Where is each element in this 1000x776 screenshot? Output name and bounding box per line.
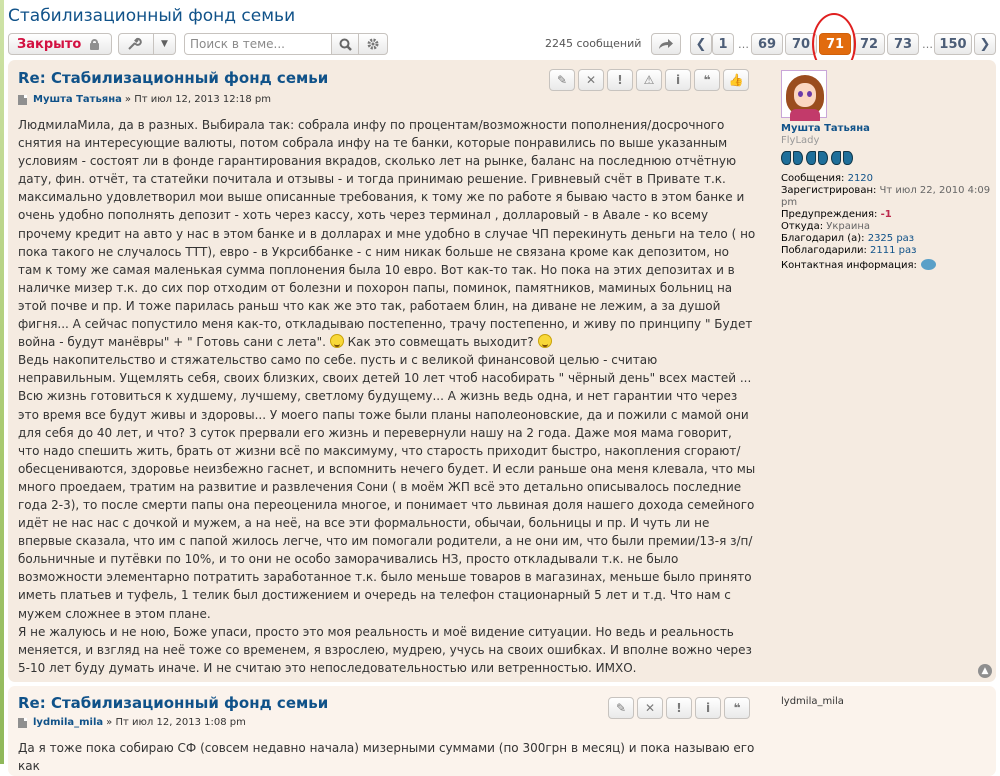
lock-icon xyxy=(89,39,99,49)
contact-bubble-icon[interactable] xyxy=(921,259,936,270)
wrench-icon xyxy=(127,37,141,51)
prev-page-button[interactable] xyxy=(690,33,712,55)
thumbs-up-icon: 👍 xyxy=(728,73,744,87)
chevron-up-icon: ▲ xyxy=(981,666,989,676)
butterfly-icon xyxy=(806,150,828,168)
smile-icon xyxy=(330,334,344,348)
page-link-69[interactable]: 69 xyxy=(751,33,783,55)
left-decoration-strip xyxy=(0,0,4,764)
rank-image xyxy=(781,150,991,168)
post-content xyxy=(18,116,756,677)
post-profile xyxy=(781,696,991,708)
page-title[interactable]: Стабилизационный фонд семьи xyxy=(8,6,296,26)
post-actions xyxy=(549,69,752,91)
page-link-150[interactable]: 150 xyxy=(934,33,972,55)
chevron-down-icon[interactable]: ▼ xyxy=(153,34,175,54)
post-date: » Пт июл 12, 2013 1:08 pm xyxy=(106,717,246,728)
profile-contact: Контактная информация: xyxy=(781,259,991,272)
pencil-icon: ✎ xyxy=(615,701,627,715)
next-page-button[interactable] xyxy=(974,33,996,55)
smile-icon xyxy=(538,334,552,348)
profile-thanks-received: Поблагодарили: 2111 раз xyxy=(781,245,917,256)
close-icon: ✕ xyxy=(644,701,656,715)
post xyxy=(8,60,996,682)
post-author[interactable]: Мушта Татьяна xyxy=(33,94,122,105)
post-author-line xyxy=(18,717,246,728)
post-paragraph: ЛюдмилаМила, да в разных. Выбирала так: собрала инфу по процентам/возможности пополнения/досрочного снятия на интересующие валюты, потом собрала инфу на те банки, которые понравились по выше указанным условиям - состоят ли в фонде гарантирования вкрадов, сколько лет на рынке, баланс на последнюю отчётную дату, фин. отчёт, та статейки почитала и отзывы - и тогда принимаю решение. Гривневый счёт в Привате т.к. максимально удовлетворил мои выше описанные требования, к тому же по работе я бываю часто в этом банке и очень удобно пополнять депозит - хоть через кассу, хоть через терминал , долларовый - в Авале - ко всему прочему кредит на авто у нас в этом банке и в долларах и мне удобно в случае ЧП перекинуть деньги на тело ( но пока такого не случалось ТТТ), евро - в Укрсиббанке - с ним никак больше не связана кроме как депозитом, но там к тому же самая маленькая сумма поплонения была 10 евро. Вот как-то так. Но пока на этих депозитах и в наличке мизер т.к. до сих пор отходим от болезни и похорон папы, поминок, памятников, маминых больниц на этой почве и пр. И тоже парилась раньш что как же это так, работаем блин, на диване не лежим, а за душой фигня... А сейчас попустило меня как-то, откладываю постепенно, трачу постепенно, и живу по принципу " Будет война - будут манёвры" + " Готовь сани с лета". xyxy=(18,118,756,350)
quote-button[interactable] xyxy=(724,697,750,719)
post-title[interactable]: Re: Стабилизационный фонд семьи xyxy=(18,694,329,712)
butterfly-icon xyxy=(831,150,853,168)
locked-label: Закрыто xyxy=(17,36,82,52)
post-title[interactable]: Re: Стабилизационный фонд семьи xyxy=(18,69,329,87)
topic-tools-button[interactable] xyxy=(118,33,176,55)
page-link-73[interactable]: 73 xyxy=(887,33,919,55)
post-actions xyxy=(608,697,753,719)
post xyxy=(8,686,996,776)
profile-thanked: Благодарил (а): 2325 раз xyxy=(781,233,915,244)
report-button[interactable] xyxy=(666,697,692,719)
butterfly-icon xyxy=(781,150,803,168)
back-to-top-button[interactable] xyxy=(978,664,992,678)
jump-to-page-button[interactable] xyxy=(651,33,681,55)
edit-button[interactable] xyxy=(608,697,634,719)
profile-name[interactable]: Мушта Татьяна xyxy=(781,123,870,134)
post-paragraph: Да я тоже пока собираю СФ (совсем недавно начала) мизерными суммами (по 300грн в месяц) и пока называю его как xyxy=(18,741,755,774)
post-profile xyxy=(781,70,991,272)
search-input[interactable] xyxy=(184,33,332,55)
close-icon: ✕ xyxy=(585,73,597,87)
info-button[interactable] xyxy=(665,69,691,91)
page-link-1[interactable]: 1 xyxy=(712,33,734,55)
profile-posts-link[interactable]: 2120 xyxy=(847,173,874,184)
profile-rank: FlyLady xyxy=(781,135,820,146)
quote-button[interactable] xyxy=(694,69,720,91)
delete-button[interactable] xyxy=(637,697,663,719)
search-icon xyxy=(339,38,352,51)
warn-button[interactable] xyxy=(636,69,662,91)
gear-icon xyxy=(367,38,379,50)
profile-registered: Зарегистрирован: Чт июл 22, 2010 4:09 pm xyxy=(781,185,991,208)
post-author[interactable]: lydmila_mila xyxy=(33,717,104,728)
post-count: 2245 сообщений xyxy=(545,37,642,50)
report-button[interactable] xyxy=(607,69,633,91)
quote-icon: ❝ xyxy=(703,73,711,87)
page-link-70[interactable]: 70 xyxy=(785,33,817,55)
delete-button[interactable] xyxy=(578,69,604,91)
search-button[interactable] xyxy=(331,33,359,55)
pagination-ellipsis: … xyxy=(922,38,933,51)
post-paragraph: Я не жалуюсь и не ною, Боже упаси, просто это моя реальность и моё видение ситуации. Но ведь и реальность меняется, и взгляд на неё тоже со временем, я взрослею, мудрею, учусь на своих ошибках. И вполне вожно через 5-10 лет буду думать иначе. И не считаю это непоследовательностью или ветренностью. ИМХО. xyxy=(18,624,752,675)
jump-arrow-icon xyxy=(658,38,674,50)
warning-icon: ⚠ xyxy=(643,73,655,87)
quote-icon: ❝ xyxy=(733,701,741,715)
post-date: » Пт июл 12, 2013 12:18 pm xyxy=(124,94,271,105)
post-link-icon[interactable] xyxy=(18,718,27,728)
edit-button[interactable] xyxy=(549,69,575,91)
post-link-icon[interactable] xyxy=(18,95,27,105)
post-paragraph: Как это совмещать выходит? xyxy=(347,335,534,350)
pagination-ellipsis: … xyxy=(738,38,749,51)
avatar[interactable] xyxy=(781,70,827,118)
profile-location: Откуда: Украина xyxy=(781,221,871,232)
page-link-current[interactable]: 71 xyxy=(819,33,851,55)
info-button[interactable] xyxy=(695,697,721,719)
info-icon: i xyxy=(705,701,711,715)
post-paragraph: Ведь накопительство и стяжательство само по себе. пусть и с великой финансовой целью - считаю неправильным. Ущемлять себя, своих близких, своих детей 10 лет чтоб насобирать " чёрный день" всех мастей ... Всю жизнь готовиться к худшему, лучшему, светлому будущему... А жизнь ведь одна, и нет гарантии что через это время все будут живы и здоровы... У моего папы тоже были планы наполеоновские, да и пожили с мамой они для себя до 40 лет, и что? 3 суток прервали его жизнь и перевернули нашу на 2 года. Даже моя мама говорит, что надо спешить жить, брать от жизни всё по максимуму, что старость приходит быстро, накопления сгорают/обесцениваются, здоровье неизбежно гаснет, и вспомнить нечего будет. И если раньше она меня клевала, что мы много проедаем, тратим на развитие и развлечения Сони ( в моём ЖП всё это детально описывалось последние года 2-3), то после смерти папы она переоценила многое, и понимает что львиная доля нашего дохода семейного идёт не нас нас с дочкой и мужем, а на неё, на все эти формальности, обычаи, больницы и пр. И чуть ли не впервые сказала, что им с папой жилось легче, что им помогали родители, а не они им, что были премии/13-я з/п/ больничные и путёвки по 10%, и то они не особо заморачивались НЗ, просто откладывали т.к. не было возможности элементарно потратить заработанное т.к. было меньше товаров в магазинах, меньше было принято иметь платьев и туфель, 1 телик был достижением и очередь на телефон стационарный 5 лет и т.д. Что нам с мужем сложнее в этом плане. xyxy=(18,353,756,621)
page-link-72[interactable]: 72 xyxy=(853,33,885,55)
profile-warnings: Предупреждения: -1 xyxy=(781,209,892,220)
exclamation-icon: ! xyxy=(617,73,623,87)
locked-button[interactable] xyxy=(8,33,112,55)
profile-thanked-link[interactable]: 2325 раз xyxy=(867,233,915,244)
profile-thanks-link[interactable]: 2111 раз xyxy=(870,245,917,256)
pencil-icon: ✎ xyxy=(556,73,568,87)
info-icon: i xyxy=(675,73,681,87)
profile-posts: Сообщения: 2120 xyxy=(781,173,874,184)
profile-name[interactable]: lydmila_mila xyxy=(781,696,844,707)
chevron-left-icon: ❮ xyxy=(695,36,707,52)
thanks-button[interactable] xyxy=(723,69,749,91)
post-author-line xyxy=(18,94,271,105)
post-content xyxy=(18,739,756,775)
advanced-search-button[interactable] xyxy=(358,33,388,55)
chevron-right-icon: ❯ xyxy=(979,36,991,52)
exclamation-icon: ! xyxy=(676,701,682,715)
